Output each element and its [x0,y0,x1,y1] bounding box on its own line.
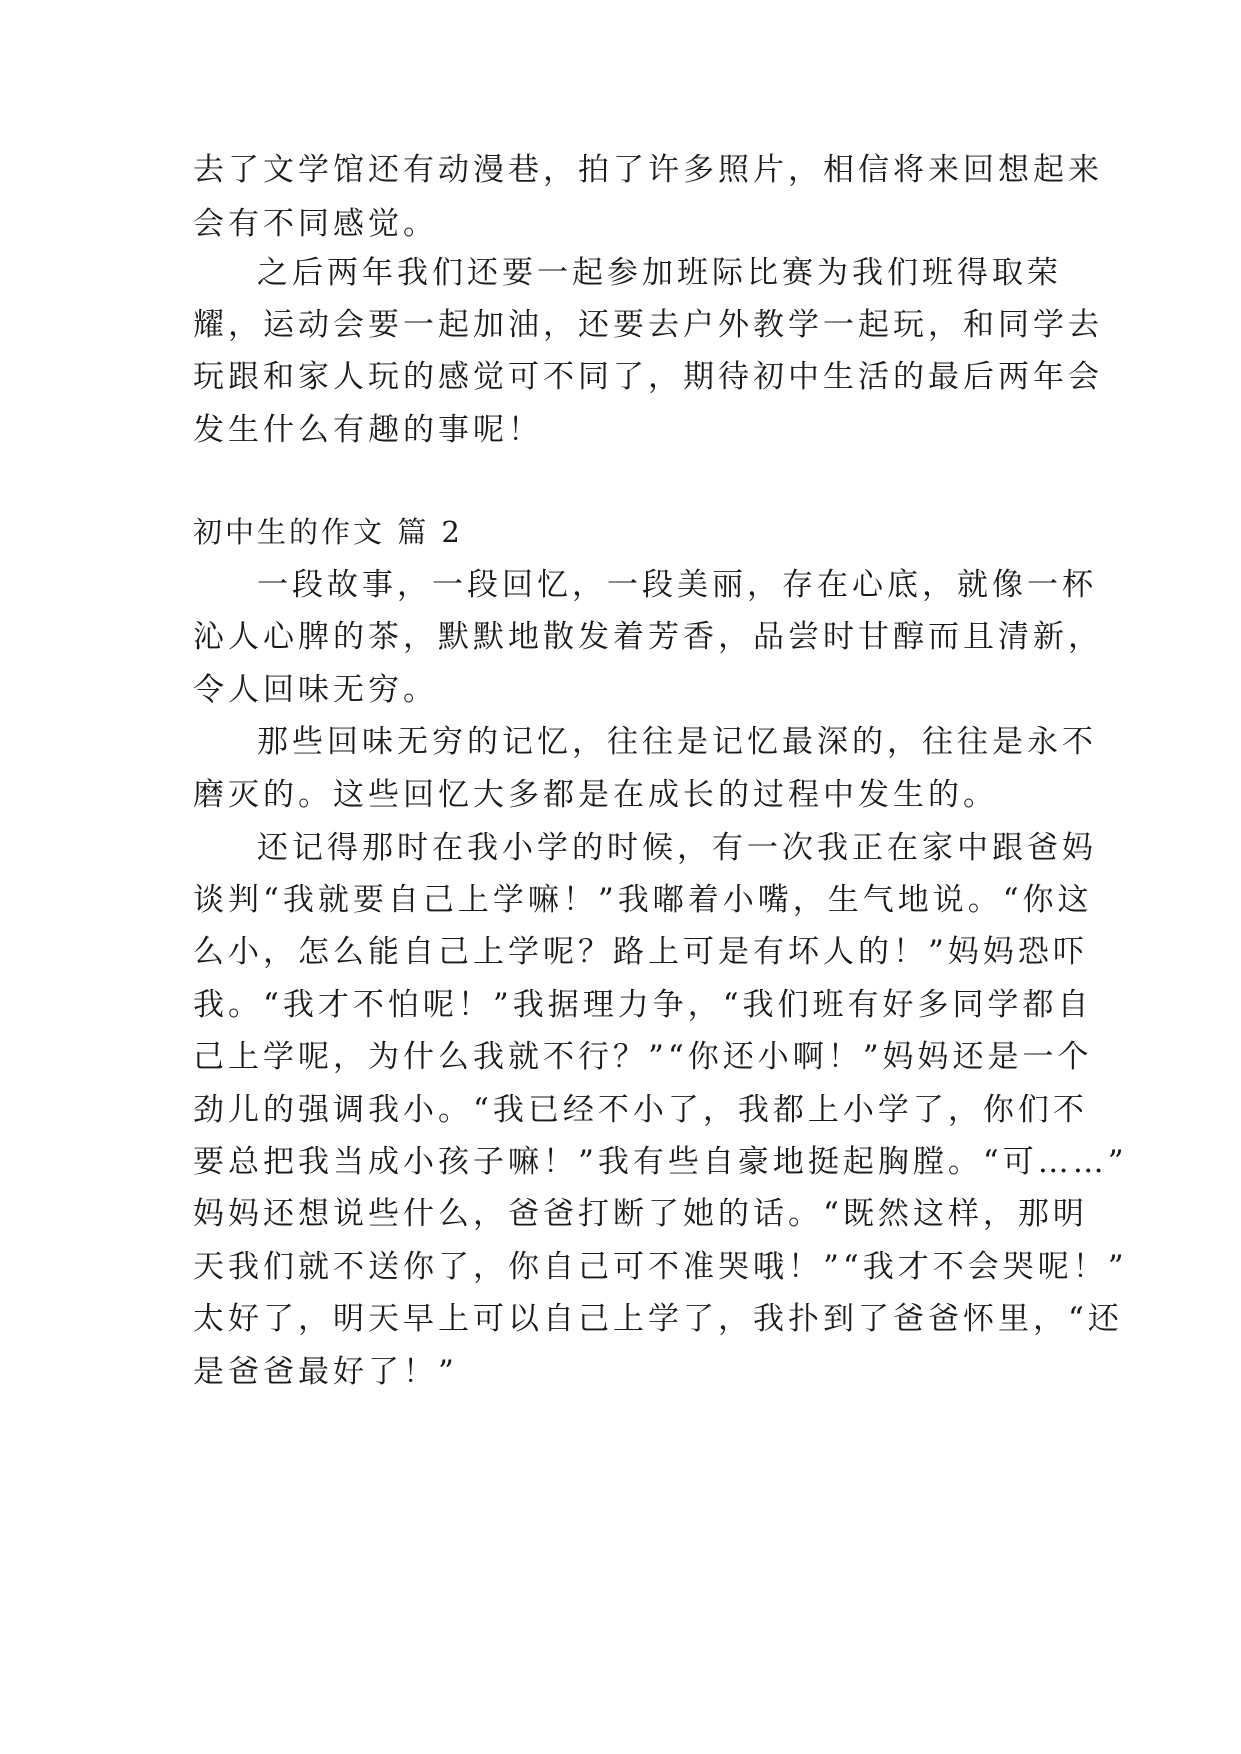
paragraph-line: 劲儿的强调我小。“我已经不小了，我都上小学了，你们不 [193,1092,1088,1128]
paragraph-line: 去了文学馆还有动漫巷，拍了许多照片，相信将来回想起来 [193,152,1103,188]
paragraph-line: 我。“我才不怕呢！”我据理力争，“我们班有好多同学都自 [193,987,1093,1023]
paragraph-line: 那些回味无穷的记忆，往往是记忆最深的，往往是永不 [257,724,1097,760]
paragraph-line: 天我们就不送你了，你自己可不准哭哦！”“我才不会哭呢！” [193,1249,1128,1285]
paragraph-line: 沁人心脾的茶，默默地散发着芳香，品尝时甘醇而且清新， [193,619,1103,655]
paragraph-line: 么小，怎么能自己上学呢？路上可是有坏人的！”妈妈恐吓 [193,934,1088,970]
paragraph-line: 发生什么有趣的事呢！ [193,412,543,448]
paragraph-line: 己上学呢，为什么我就不行？”“你还小啊！”妈妈还是一个 [193,1039,1093,1075]
paragraph-line: 耀，运动会要一起加油，还要去户外教学一起玩，和同学去 [193,307,1103,343]
paragraph-line: 玩跟和家人玩的感觉可不同了，期待初中生活的最后两年会 [193,359,1103,395]
paragraph-line: 令人回味无穷。 [193,672,438,708]
essay-title: 初中生的作文 篇 2 [193,515,463,549]
paragraph-line: 还记得那时在我小学的时候，有一次我正在家中跟爸妈 [257,830,1097,866]
paragraph-line: 要总把我当成小孩子嘛！”我有些自豪地挺起胸膛。“可……” [193,1144,1128,1180]
paragraph-line: 会有不同感觉。 [193,206,438,242]
paragraph-line: 之后两年我们还要一起参加班际比赛为我们班得取荣 [257,255,1062,291]
paragraph-line: 磨灭的。这些回忆大多都是在成长的过程中发生的。 [193,777,998,813]
paragraph-line: 太好了，明天早上可以自己上学了，我扑到了爸爸怀里，“还 [193,1301,1123,1337]
paragraph-line: 一段故事，一段回忆，一段美丽，存在心底，就像一杯 [257,567,1097,603]
paragraph-line: 妈妈还想说些什么，爸爸打断了她的话。“既然这样，那明 [193,1196,1088,1232]
paragraph-line: 是爸爸最好了！” [193,1354,458,1390]
paragraph-line: 谈判“我就要自己上学嘛！”我嘟着小嘴，生气地说。“你这 [193,882,1093,918]
